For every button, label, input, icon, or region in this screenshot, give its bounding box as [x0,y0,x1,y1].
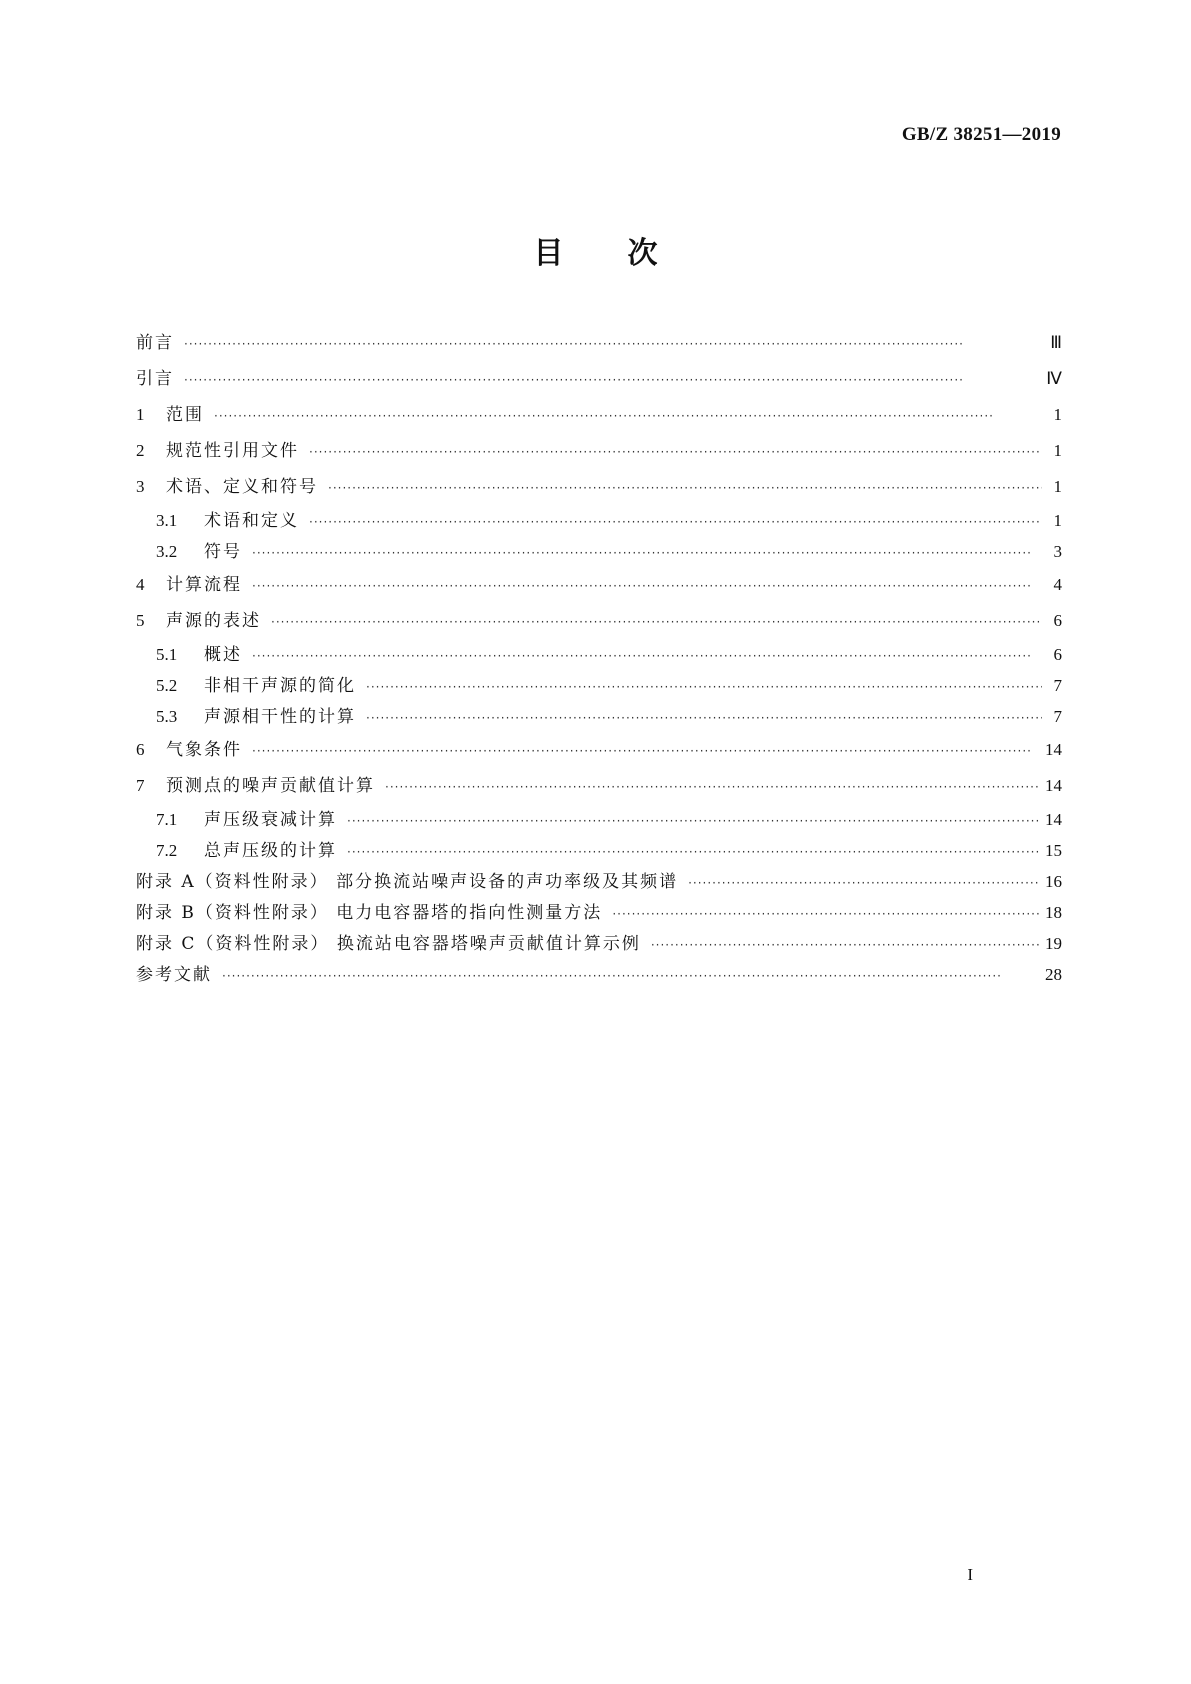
toc-entry-label: 参考文献 [136,965,212,985]
toc-entry-label: 附录 B（资料性附录） 电力电容器塔的指向性测量方法 [136,903,603,923]
toc-dot-leader [347,806,1039,837]
toc-entry-label: 计算流程 [166,575,242,595]
page-number: I [967,1565,973,1584]
toc-entry-appendix-c[interactable] [136,928,1062,959]
toc-entry-meteorological-conditions[interactable] [136,732,1062,768]
toc-entry-label: 气象条件 [166,740,242,760]
toc-entry-bibliography[interactable] [136,959,1062,990]
toc-dot-leader [252,538,1042,569]
toc-dot-leader [184,362,1040,398]
toc-entry-number: 5 [136,611,145,630]
toc-entry-page: 15 [1045,841,1062,860]
toc-dot-leader [688,868,1039,899]
toc-entry-introduction[interactable] [136,361,1062,397]
standard-code: GB/Z 38251—2019 [901,124,1061,145]
toc-entry-label: 总声压级的计算 [204,841,337,861]
toc-entry-appendix-a[interactable] [136,866,1062,897]
toc-dot-leader [214,398,1042,434]
toc-entry-page: 7 [1053,676,1062,695]
toc-dot-leader [328,470,1042,506]
toc-entry-terms-definitions-symbols[interactable] [136,469,1062,505]
table-of-contents [136,325,1062,990]
toc-entry-calculation-process[interactable] [136,567,1062,603]
toc-entry-page: 28 [1045,965,1062,984]
toc-entry-label: 附录 A（资料性附录） 部分换流站噪声设备的声功率级及其频谱 [136,872,679,892]
toc-entry-label: 术语、定义和符号 [166,477,318,497]
toc-dot-leader [366,672,1042,703]
toc-entry-terms-definitions[interactable] [136,505,1062,536]
toc-entry-label: 引言 [136,369,174,389]
toc-dot-leader [347,837,1039,868]
toc-entry-label: 前言 [136,333,174,353]
toc-entry-label: 附录 C（资料性附录） 换流站电容器塔噪声贡献值计算示例 [136,934,641,954]
toc-entry-page: 1 [1053,441,1062,460]
toc-dot-leader [309,434,1042,470]
toc-entry-number: 5.1 [156,645,178,664]
toc-entry-overview[interactable] [136,639,1062,670]
toc-entry-page: 18 [1045,903,1062,922]
toc-dot-leader [222,961,1039,992]
toc-entry-normative-references[interactable] [136,433,1062,469]
toc-dot-leader [252,641,1042,672]
toc-entry-page: 16 [1045,872,1062,891]
toc-entry-label: 声压级衰减计算 [204,810,337,830]
toc-entry-number: 7.1 [156,810,178,829]
toc-dot-leader [612,899,1039,930]
toc-entry-number: 4 [136,575,145,594]
toc-entry-number: 3 [136,477,145,496]
toc-entry-page: Ⅳ [1046,369,1062,388]
toc-dot-leader [651,930,1039,961]
toc-entry-page: 1 [1053,405,1062,424]
toc-entry-attenuation-calculation[interactable] [136,804,1062,835]
toc-entry-source-coherence-calculation[interactable] [136,701,1062,732]
toc-dot-leader [366,703,1042,734]
toc-entry-label: 范围 [166,405,204,425]
toc-entry-number: 7 [136,776,145,795]
toc-entry-page: 1 [1053,511,1062,530]
toc-entry-number: 2 [136,441,145,460]
toc-entry-number: 5.3 [156,707,178,726]
toc-entry-label: 预测点的噪声贡献值计算 [166,776,375,796]
toc-entry-number: 1 [136,405,145,424]
toc-entry-noise-contribution-calculation[interactable] [136,768,1062,804]
toc-dot-leader [252,733,1039,769]
toc-entry-label: 概述 [204,645,242,665]
toc-dot-leader [385,769,1039,805]
toc-entry-number: 5.2 [156,676,178,695]
toc-dot-leader [252,568,1042,604]
toc-entry-page: Ⅲ [1050,333,1062,352]
toc-dot-leader [271,604,1042,640]
toc-entry-label: 术语和定义 [204,511,299,531]
toc-entry-page: 4 [1053,575,1062,594]
page-title: 目次 [533,236,722,271]
toc-entry-page: 14 [1045,776,1062,795]
toc-entry-symbols[interactable] [136,536,1062,567]
toc-entry-page: 1 [1053,477,1062,496]
toc-entry-page: 14 [1045,810,1062,829]
toc-entry-page: 14 [1045,740,1062,759]
toc-entry-incoherent-source-simplification[interactable] [136,670,1062,701]
toc-entry-number: 6 [136,740,145,759]
toc-entry-sound-source-description[interactable] [136,603,1062,639]
toc-entry-label: 符号 [204,542,242,562]
toc-entry-page: 3 [1053,542,1062,561]
toc-entry-number: 7.2 [156,841,178,860]
toc-entry-page: 7 [1053,707,1062,726]
toc-entry-label: 规范性引用文件 [166,441,299,461]
toc-entry-appendix-b[interactable] [136,897,1062,928]
toc-entry-label: 非相干声源的简化 [204,676,356,696]
toc-entry-page: 6 [1053,645,1062,664]
toc-entry-total-sound-pressure[interactable] [136,835,1062,866]
toc-entry-page: 19 [1045,934,1062,953]
toc-entry-number: 3.2 [156,542,178,561]
toc-entry-scope[interactable] [136,397,1062,433]
toc-dot-leader [309,507,1042,538]
toc-entry-label: 声源的表述 [166,611,261,631]
toc-entry-number: 3.1 [156,511,178,530]
toc-dot-leader [184,326,1042,362]
toc-entry-page: 6 [1053,611,1062,630]
toc-entry-label: 声源相干性的计算 [204,707,356,727]
toc-entry-foreword[interactable] [136,325,1062,361]
